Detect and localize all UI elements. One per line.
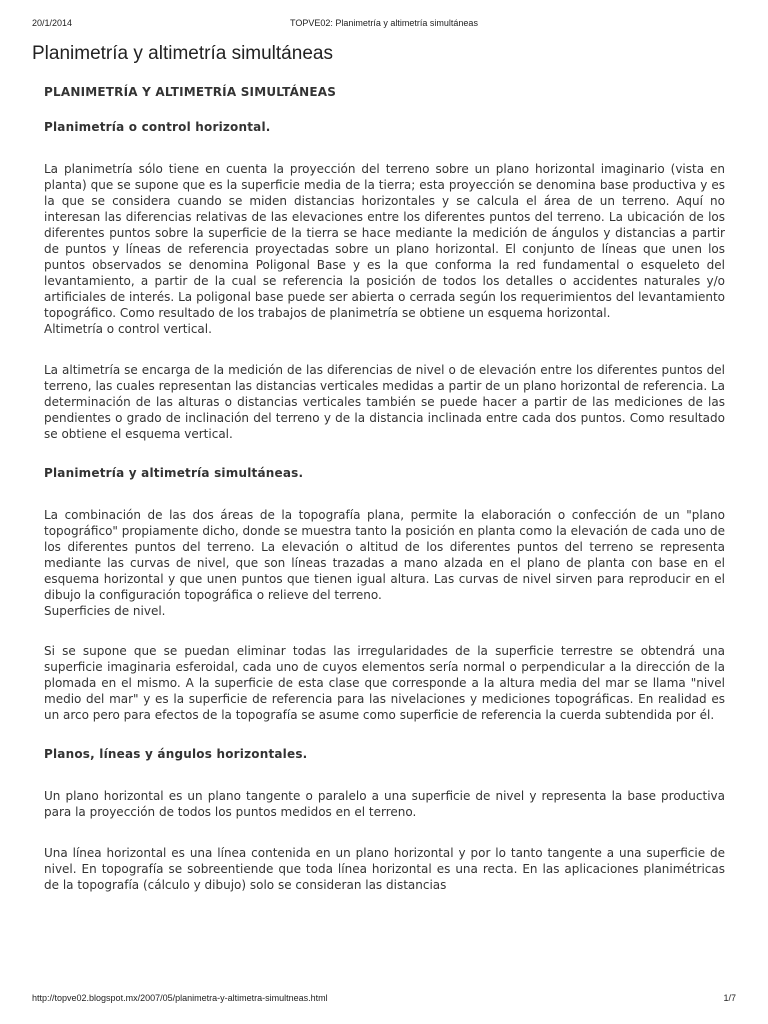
section-heading-planos: Planos, líneas y ángulos horizontales.	[44, 747, 308, 761]
print-document-title: TOPVE02: Planimetría y altimetría simultáneas	[290, 18, 478, 28]
subheading-superficies: Superficies de nivel.	[44, 604, 166, 618]
paragraph-planimetria-text: La planimetría sólo tiene en cuenta la proyección del terreno sobre un plano horizontal imaginario (vista en planta) que se supone que es la superficie media de la tierra; esta proyección se denomina base productiva y es la que se considera cuando se miden distancias horizontales y se calcula el área de un terreno. Aquí no interesan las diferencias relativas de las elevaciones entre los diferentes puntos del terreno. La ubicación de los diferentes puntos sobre la superficie de la tierra se hace mediante la medición de ángulos y distancias a partir de puntos y líneas de referencia proyectadas sobre un plano horizontal. El conjunto de líneas que unen los puntos observados se denomina Poligonal Base y es la que conforma la red fundamental o esqueleto del levantamiento, a partir de la cual se referencia la posición de todos los detalles o accidentes naturales y/o artificiales de interés. La poligonal base puede ser abierta o cerrada según los requerimientos del levantamiento topográfico. Como resultado de los trabajos de planimetría se obtiene un esquema horizontal.	[44, 162, 725, 320]
paragraph-combinacion-text: La combinación de las dos áreas de la topografía plana, permite la elaboración o confección de un "plano topográfico" propiamente dicho, donde se muestra tanto la posición en planta como la elevación de cada uno de los diferentes puntos del terreno. La elevación o altitud de los diferentes puntos del terreno se representa mediante las curvas de nivel, que son líneas trazadas a mano alzada en el plano de planta con base en el esquema horizontal y que unen puntos que tienen igual altura. Las curvas de nivel sirven para reproducir en el dibujo la configuración topográfica o relieve del terreno.	[44, 508, 725, 602]
print-date: 20/1/2014	[32, 18, 73, 28]
paragraph-superficies: Si se supone que se puedan eliminar todas las irregularidades de la superficie terrestre se obtendrá una superficie imaginaria esferoidal, cada uno de cuyos elementos sería normal o perpendicular a la dirección de la plomada en el mismo. A la superficie de esta clase que corresponde a la altura media del mar se llama "nivel medio del mar" y es la superficie de referencia para las nivelaciones y mediciones topográficas. En realidad es un arco pero para efectos de la topografía se asume como superficie de referencia la cuerda subtendida por él.	[44, 644, 725, 722]
page-number: 1/7	[723, 993, 736, 1003]
print-header	[32, 18, 736, 32]
section-heading-planimetria: Planimetría o control horizontal.	[44, 120, 271, 134]
subheading-altimetria: Altimetría o control vertical.	[44, 322, 212, 336]
page-url: http://topve02.blogspot.mx/2007/05/planimetra-y-altimetra-simultneas.html	[32, 993, 328, 1003]
section-heading-main: PLANIMETRÍA Y ALTIMETRÍA SIMULTÁNEAS	[44, 85, 337, 99]
paragraph-planimetria	[44, 161, 725, 337]
print-footer	[32, 993, 736, 1007]
paragraph-linea-horizontal: Una línea horizontal es una línea contenida en un plano horizontal y por lo tanto tangente a una superficie de nivel. En topografía se sobreentiende que toda línea horizontal es una recta. En las aplicaciones planimétricas de la topografía (cálculo y dibujo) solo se consideran las distancias	[44, 846, 725, 892]
post-title: Planimetría y altimetría simultáneas	[32, 43, 333, 64]
paragraph-combinacion	[44, 507, 725, 619]
post-body	[32, 40, 725, 893]
section-heading-simultaneas: Planimetría y altimetría simultáneas.	[44, 466, 304, 480]
paragraph-plano-horizontal: Un plano horizontal es un plano tangente o paralelo a una superficie de nivel y representa la base productiva para la proyección de todos los puntos medidos en el terreno.	[44, 789, 725, 819]
paragraph-altimetria: La altimetría se encarga de la medición de las diferencias de nivel o de elevación entre los diferentes puntos del terreno, las cuales representan las distancias verticales medidas a partir de un plano horizontal de referencia. La determinación de las alturas o distancias verticales también se puede hacer a partir de las mediciones de las pendientes o grado de inclinación del terreno y de la distancia inclinada entre cada dos puntos. Como resultado se obtiene el esquema vertical.	[44, 363, 725, 441]
